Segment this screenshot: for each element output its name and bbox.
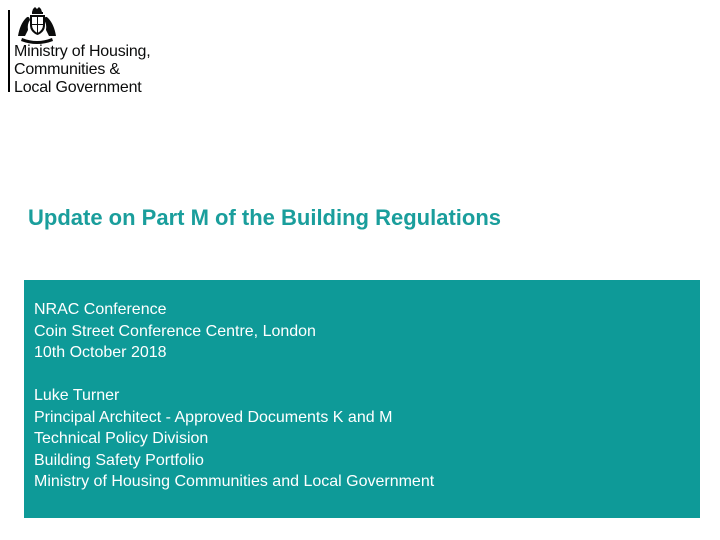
speaker-portfolio: Building Safety Portfolio xyxy=(34,451,204,469)
department-name xyxy=(14,43,214,97)
slide-title: Update on Part M of the Building Regulations xyxy=(28,205,501,230)
speaker-department: Ministry of Housing Communities and Local Government xyxy=(34,473,435,490)
presenter-info-text xyxy=(34,299,694,493)
speaker-division: Technical Policy Division xyxy=(34,430,209,447)
presenter-info-panel xyxy=(24,280,700,518)
event-venue: Coin Street Conference Centre, London xyxy=(34,322,316,340)
speaker-role: Principal Architect - Approved Documents K and M xyxy=(34,408,393,426)
department-name-line: Communities & xyxy=(14,61,120,78)
royal-coat-of-arms-icon xyxy=(14,6,60,44)
department-name-line: Local Government xyxy=(14,79,142,96)
speaker-name: Luke Turner xyxy=(34,387,120,404)
event-name: NRAC Conference xyxy=(34,301,167,318)
event-date: 10th October 2018 xyxy=(34,344,167,361)
department-name-line: Ministry of Housing, xyxy=(14,43,151,60)
spacer-line xyxy=(34,364,694,386)
logo-rule xyxy=(8,10,10,92)
